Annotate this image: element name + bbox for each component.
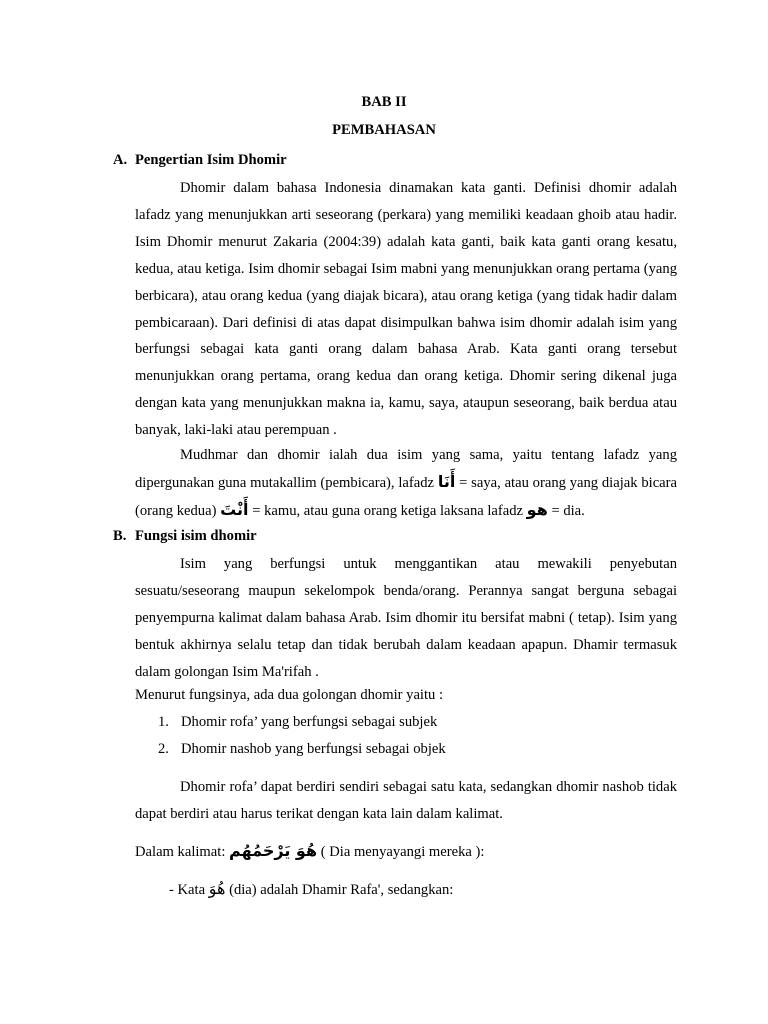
- paragraph-text: = dia.: [551, 502, 585, 519]
- section-b-marker: B.: [113, 528, 127, 544]
- section-a-paragraph-1: Dhomir dalam bahasa Indonesia dinamakan kata ganti. Definisi dhomir adalah lafadz yang menunjukkan arti seseorang (perkara) yang memiliki keadaan ghoib atau hadir. Isim Dhomir menurut Zakaria (2004:39) adalah kata ganti, baik kata ganti orang kesatu, kedua, atau ketiga. Isim dhomir sebagai Isim mabni yang menunjukkan orang pertama (yang berbicara), atau orang kedua (yang diajak bicara), atau orang ketiga (yang tidak hadir dalam pembicaraan). Dari definisi di atas dapat disimpulkan bahwa isim dhomir adalah isim yang berfungsi sebagai kata ganti orang dalam bahasa Arab. Kata ganti orang tersebut menunjukkan orang pertama, orang kedua dan orang ketiga. Dhomir sering dikenal juga dengan kata yang menunjukkan makna ia, kamu, saya, ataupun seseorang, baik berdua atau banyak, laki-laki atau perempuan .: [135, 180, 677, 439]
- section-a-marker: A.: [113, 152, 128, 168]
- paragraph-text: Mudhmar dan dhomir ialah dua isim yang sama, yaitu tentang lafadz yang dipergunakan guna mutakallim (pembicara), lafadz: [135, 447, 677, 491]
- section-a-title: Pengertian Isim Dhomir: [135, 152, 287, 168]
- kata-suffix: (dia) adalah Dhamir Rafa', sedangkan:: [229, 882, 454, 898]
- chapter-title: PEMBAHASAN: [332, 122, 436, 138]
- example-translation: ( Dia menyayangi mereka ):: [320, 844, 485, 860]
- kata-line: [169, 879, 453, 899]
- section-b-paragraph-2: Dhomir rofa’ dapat berdiri sendiri sebagai satu kata, sedangkan dhomir nashob tidak dapat berdiri atau harus terikat dengan kata lain dalam kalimat.: [135, 779, 677, 822]
- arabic-word-ana: أَنَا: [437, 471, 456, 491]
- arabic-word-huwa: هو: [526, 499, 548, 519]
- section-a-paragraph-2: [135, 442, 677, 525]
- list-item-number: 2.: [158, 741, 169, 757]
- example-label: Dalam kalimat:: [135, 844, 226, 860]
- example-line: [135, 841, 484, 861]
- arabic-word-huwa: هُوَ: [208, 879, 226, 898]
- list-item-text: Dhomir rofa’ yang berfungsi sebagai subjek: [181, 714, 438, 730]
- example-arabic-sentence: هُوَ يَرْحَمُهُم: [229, 841, 318, 860]
- list-item: [158, 714, 437, 731]
- section-b-paragraph-1: Isim yang berfungsi untuk menggantikan atau mewakili penyebutan sesuatu/seseorang maupun sekelompok benda/orang. Perannya sangat berguna sebagai penyempurna kalimat dalam bahasa Arab. Isim dhomir itu bersifat mabni ( tetap). Isim yang bentuk akhirnya selalu tetap dan tidak berubah dalam keadaan apapun. Dhamir termasuk dalam golongan Isim Ma'rifah .: [135, 556, 677, 680]
- list-item-number: 1.: [158, 714, 169, 730]
- list-item-text: Dhomir nashob yang berfungsi sebagai objek: [181, 741, 446, 757]
- section-b-title: Fungsi isim dhomir: [135, 528, 257, 544]
- list-intro: Menurut fungsinya, ada dua golongan dhomir yaitu :: [135, 687, 444, 703]
- paragraph-text: = kamu, atau guna orang ketiga laksana lafadz: [252, 502, 524, 519]
- paragraph-text: = saya, atau orang yang diajak bicara (orang kedua): [135, 474, 677, 519]
- kata-prefix: - Kata: [169, 882, 206, 898]
- chapter-label: BAB II: [361, 94, 407, 110]
- arabic-word-anta: أَنْتَ: [220, 499, 249, 519]
- list-item: [158, 741, 446, 758]
